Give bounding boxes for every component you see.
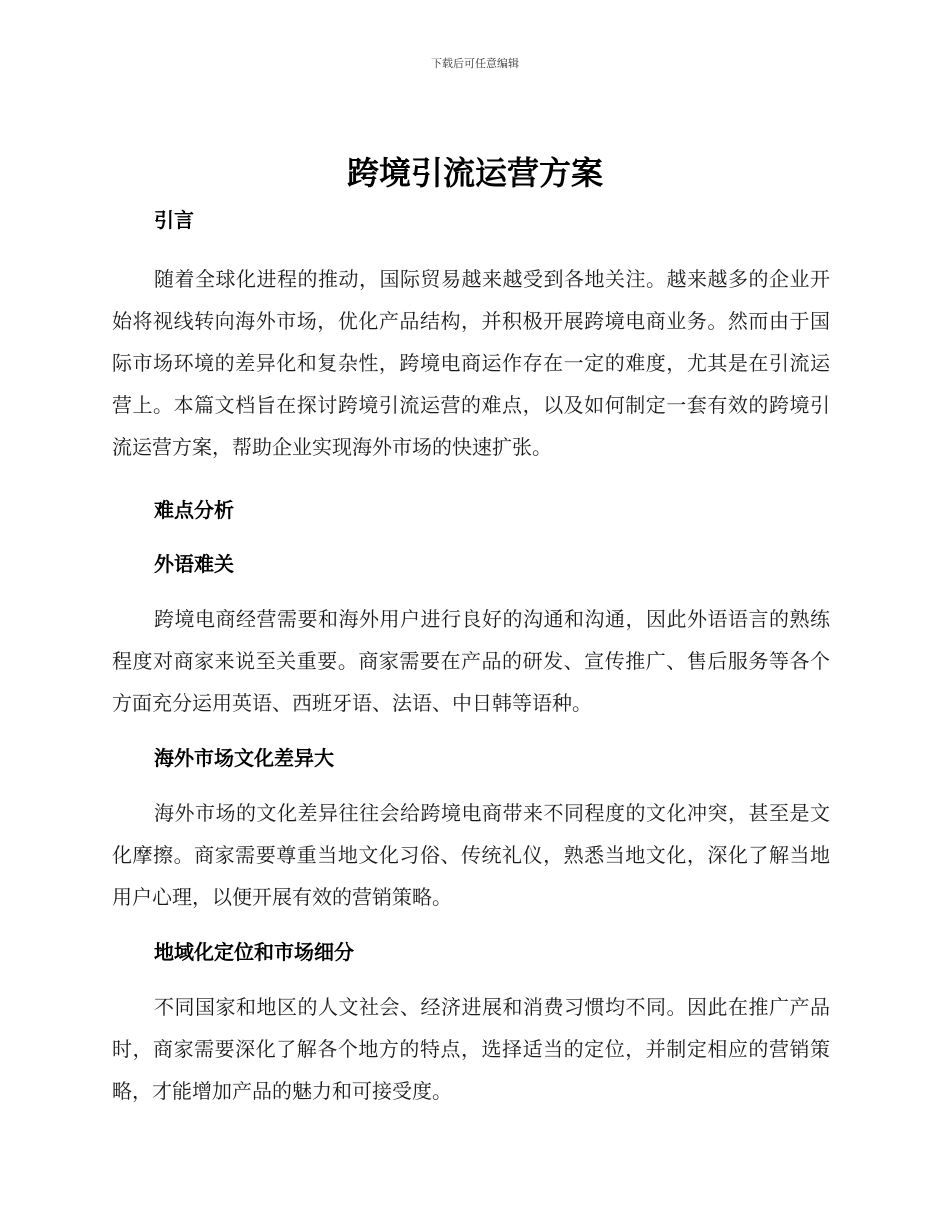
heading-difficulty-analysis: 难点分析 (154, 498, 234, 522)
document-body (112, 200, 830, 1112)
paragraph-language-barrier: 跨境电商经营需要和海外用户进行良好的沟通和沟通，因此外语语言的熟练程度对商家来说至关重要。商家需要在产品的研发、宣传推广、售后服务等各个方面充分运用英语、西班牙语、法语、中日韩等语种。 (112, 607, 830, 715)
heading-language-barrier: 外语难关 (154, 552, 234, 576)
paragraph-culture-difference: 海外市场的文化差异往往会给跨境电商带来不同程度的文化冲突，甚至是文化摩擦。商家需要尊重当地文化习俗、传统礼仪，熟悉当地文化，深化了解当地用户心理，以便开展有效的营销策略。 (112, 801, 830, 909)
document-title: 跨境引流运营方案 (346, 154, 603, 192)
paragraph-intro: 随着全球化进程的推动，国际贸易越来越受到各地关注。越来越多的企业开始将视线转向海外市场，优化产品结构，并积极开展跨境电商业务。然而由于国际市场环境的差异化和复杂性，跨境电商运作存在一定的难度，尤其是在引流运营上。本篇文档旨在探讨跨境引流运营的难点，以及如何制定一套有效的跨境引流运营方案，帮助企业实现海外市场的快速扩张。 (112, 267, 830, 459)
heading-regional-positioning: 地域化定位和市场细分 (154, 940, 354, 964)
heading-intro: 引言 (154, 208, 194, 232)
header-note: 下载后可任意编辑 (431, 57, 519, 70)
paragraph-regional-positioning: 不同国家和地区的人文社会、经济进展和消费习惯均不同。因此在推广产品时，商家需要深化了解各个地方的特点，选择适当的定位，并制定相应的营销策略，才能增加产品的魅力和可接受度。 (112, 995, 830, 1103)
heading-culture-difference: 海外市场文化差异大 (154, 746, 334, 770)
